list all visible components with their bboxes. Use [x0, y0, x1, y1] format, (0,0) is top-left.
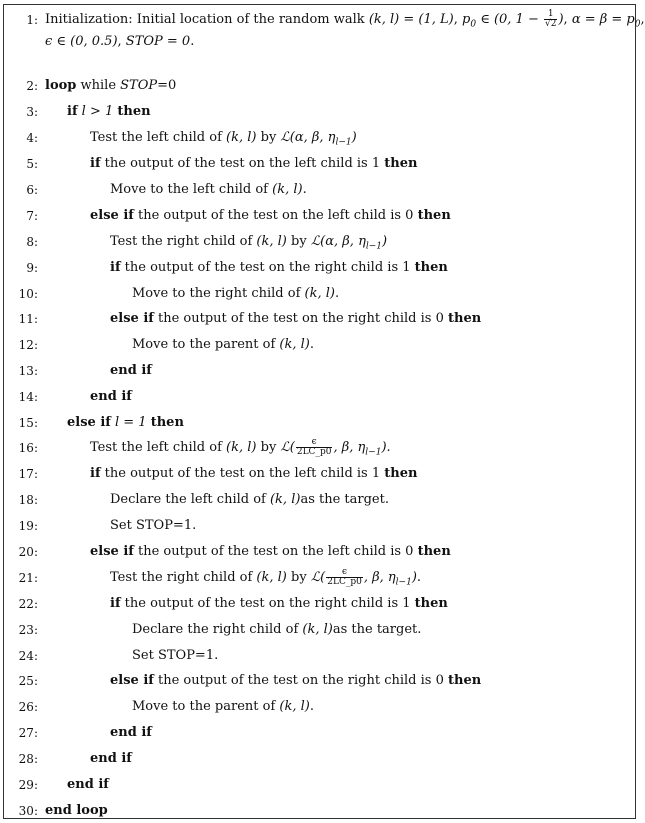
math-expression: , β, η	[333, 440, 366, 455]
algorithm-line	[4, 386, 635, 408]
text-segment: the output of the test on the right child is 0	[153, 673, 448, 688]
fraction-denominator: 2LC_p0	[296, 447, 332, 457]
line-number: 29 :	[4, 774, 38, 796]
line-code	[110, 515, 196, 537]
subscript: l−1	[365, 447, 382, 458]
algorithm-line	[4, 800, 635, 822]
algorithm-line	[4, 31, 635, 53]
keyword: end loop	[45, 803, 108, 818]
line-number: 18 :	[4, 489, 38, 511]
text-segment: Test the right child of	[110, 570, 257, 585]
text-segment: =0	[157, 78, 177, 93]
line-number: 17 :	[4, 463, 38, 485]
math-expression: ℒ(	[310, 570, 326, 585]
text-segment: .	[309, 337, 314, 352]
line-code	[67, 774, 109, 796]
fraction	[326, 568, 363, 587]
text-segment: .	[302, 182, 307, 197]
keyword: if	[67, 104, 78, 119]
algorithm-line	[4, 722, 635, 744]
math-expression: α = β = p	[571, 12, 635, 27]
line-code	[90, 127, 357, 154]
subscript: 0	[634, 19, 641, 30]
keyword: end if	[90, 389, 132, 404]
math-expression: (k, l)	[256, 570, 287, 585]
algorithm-line	[4, 153, 635, 175]
text-segment: .	[190, 34, 195, 49]
algorithm-line	[4, 412, 635, 434]
algorithm-line	[4, 101, 635, 123]
text-segment: while	[76, 78, 121, 93]
algorithm-line	[4, 515, 635, 537]
line-number: 14 :	[4, 386, 38, 408]
math-expression: , β, η	[363, 570, 396, 585]
math-expression: (k, l)	[256, 234, 287, 249]
line-number: 16 :	[4, 437, 38, 459]
text-segment: .	[309, 699, 314, 714]
keyword: end if	[67, 777, 109, 792]
line-number: 20 :	[4, 541, 38, 563]
algorithm-line	[4, 308, 635, 330]
line-code	[132, 619, 421, 641]
text-segment: Set STOP=1.	[132, 648, 219, 663]
algorithm-line	[4, 489, 635, 511]
keyword: else if	[67, 415, 111, 430]
algorithm-line	[4, 205, 635, 227]
line-code	[110, 670, 481, 692]
subscript: l−1	[335, 137, 352, 148]
math-expression: (k, l)	[272, 182, 303, 197]
text-segment: the output of the test on the right child is 1	[120, 596, 415, 611]
math-expression: )	[558, 12, 564, 27]
line-code	[110, 179, 307, 201]
math-expression: (k, l)	[226, 440, 257, 455]
math-expression: (k, l)	[279, 699, 310, 714]
keyword: else if	[110, 311, 154, 326]
text-segment: .	[334, 286, 340, 301]
line-code	[132, 696, 314, 718]
algorithm-line	[4, 593, 635, 615]
algorithm-line	[4, 283, 635, 305]
line-code	[90, 748, 132, 770]
text-segment: as the target.	[332, 622, 422, 637]
line-code	[110, 308, 481, 330]
text-segment: Set STOP=1.	[110, 518, 197, 533]
algorithm-line	[4, 75, 635, 97]
math-expression: STOP	[120, 78, 158, 93]
algorithm-line	[4, 360, 635, 382]
line-code	[90, 463, 417, 485]
line-code	[110, 257, 448, 279]
text-segment: Declare the left child of	[110, 492, 270, 507]
line-number: 22 :	[4, 593, 38, 615]
subscript: l−1	[365, 241, 383, 252]
algorithm-line	[4, 257, 635, 279]
keyword: else if	[110, 673, 154, 688]
text-segment: ,	[117, 34, 126, 49]
line-number: 8 :	[4, 231, 38, 253]
math-expression: )	[351, 130, 357, 145]
math-expression: (k, l)	[279, 337, 310, 352]
line-code	[67, 412, 184, 434]
math-expression: ∈ (0, 1 −	[476, 12, 543, 27]
math-expression: (k, l)	[304, 286, 335, 301]
text-segment: Test the left child of	[90, 440, 227, 455]
keyword: then	[448, 311, 482, 326]
line-code	[90, 541, 451, 563]
line-number: 12 :	[4, 334, 38, 356]
line-number: 1 :	[4, 9, 38, 31]
math-expression: )	[382, 234, 388, 249]
line-code	[90, 437, 391, 464]
line-code	[110, 231, 387, 258]
text-segment: ,	[640, 12, 645, 27]
line-code	[45, 31, 194, 53]
keyword: then	[384, 156, 418, 171]
line-code	[67, 101, 151, 123]
line-number: 7 :	[4, 205, 38, 227]
line-number: 10 :	[4, 283, 38, 305]
algorithm-line	[4, 231, 635, 253]
fraction-numerator: ϵ	[326, 568, 363, 578]
line-number: 5 :	[4, 153, 38, 175]
line-number: 2 :	[4, 75, 38, 97]
text-segment: Move to the left child of	[110, 182, 273, 197]
fraction	[296, 438, 333, 457]
math-expression: (k, l)	[269, 492, 301, 507]
text-segment: by	[256, 130, 281, 145]
keyword: then	[414, 260, 448, 275]
line-number: 30 :	[4, 800, 38, 822]
keyword: then	[448, 673, 482, 688]
algorithm-line	[4, 463, 635, 485]
text-segment: the output of the test on the right child is 0	[153, 311, 448, 326]
keyword: then	[384, 466, 418, 481]
fraction-denominator: 2LC_p0	[327, 577, 362, 587]
math-expression: ℒ(α, β, η	[280, 130, 336, 145]
keyword: then	[417, 544, 451, 559]
math-expression: (k, l)	[226, 130, 257, 145]
math-expression: l > 1	[77, 104, 118, 119]
algorithm-line	[4, 334, 635, 356]
line-code	[90, 386, 132, 408]
subscript: l−1	[395, 577, 412, 588]
line-code	[110, 360, 152, 382]
math-expression: (k, l)	[302, 622, 333, 637]
line-code	[132, 645, 218, 667]
line-number: 4 :	[4, 127, 38, 149]
line-code	[45, 800, 108, 822]
text-segment: Test the right child of	[110, 234, 257, 249]
algorithm-line	[4, 127, 635, 149]
line-code	[110, 722, 152, 744]
fraction-numerator: 1	[544, 10, 557, 20]
math-expression: l = 1	[110, 415, 151, 430]
line-number: 27 :	[4, 722, 38, 744]
text-segment: Initialization: Initial location of the random walk	[45, 12, 369, 27]
text-segment: ,	[563, 12, 572, 27]
text-segment: by	[256, 440, 281, 455]
text-segment: the output of the test on the left child is 1	[100, 156, 385, 171]
line-number: 15 :	[4, 412, 38, 434]
keyword: end if	[110, 363, 152, 378]
text-segment: Move to the parent of	[132, 337, 280, 352]
text-segment: Move to the right child of	[132, 286, 305, 301]
text-segment: the output of the test on the left child is 1	[100, 466, 385, 481]
text-segment: as the target.	[300, 492, 389, 507]
math-expression: STOP = 0	[125, 34, 191, 49]
algorithm-line	[4, 670, 635, 692]
math-expression: (k, l) = (1, L)	[368, 12, 454, 27]
line-number: 23 :	[4, 619, 38, 641]
keyword: then	[414, 596, 448, 611]
keyword: else if	[90, 208, 134, 223]
keyword: loop	[45, 78, 77, 93]
algorithm-line	[4, 9, 645, 31]
algorithm-line	[4, 437, 635, 459]
keyword: else if	[90, 544, 134, 559]
math-expression: ).	[411, 570, 422, 585]
keyword: if	[110, 260, 121, 275]
text-segment: the output of the test on the right child is 1	[120, 260, 415, 275]
math-expression: ).	[381, 440, 391, 455]
math-expression: ϵ ∈ (0, 0.5)	[45, 34, 118, 49]
keyword: end if	[110, 725, 152, 740]
math-expression: ℒ(	[280, 440, 295, 455]
algorithm-line	[4, 645, 635, 667]
text-segment: by	[286, 570, 311, 585]
text-segment: the output of the test on the left child is 0	[133, 208, 418, 223]
line-code	[45, 75, 176, 97]
line-code	[90, 153, 417, 175]
keyword: end if	[90, 751, 132, 766]
algorithm-line	[4, 696, 635, 718]
fraction-denominator: √2	[545, 19, 557, 29]
keyword: if	[90, 156, 101, 171]
keyword: if	[90, 466, 101, 481]
line-number: 6 :	[4, 179, 38, 201]
fraction-numerator: ϵ	[296, 438, 333, 448]
line-number: 21 :	[4, 567, 38, 589]
line-code	[132, 283, 339, 305]
text-segment: by	[286, 234, 311, 249]
line-code	[110, 489, 389, 511]
text-segment: the output of the test on the left child is 0	[133, 544, 418, 559]
algorithm-line	[4, 179, 635, 201]
text-segment: Test the left child of	[90, 130, 227, 145]
text-segment: ,	[453, 12, 462, 27]
keyword: then	[417, 208, 451, 223]
line-number: 28 :	[4, 748, 38, 770]
line-number: 26 :	[4, 696, 38, 718]
line-number: 24 :	[4, 645, 38, 667]
keyword: then	[117, 104, 151, 119]
keyword: then	[150, 415, 184, 430]
algorithm-line	[4, 541, 635, 563]
line-number: 13 :	[4, 360, 38, 382]
algorithm-box	[3, 4, 645, 819]
math-expression: p	[462, 12, 471, 27]
fraction	[544, 10, 557, 29]
line-number: 3 :	[4, 101, 38, 123]
line-number: 11 :	[4, 308, 38, 330]
line-code	[132, 334, 314, 356]
line-number: 9 :	[4, 257, 38, 279]
text-segment: Move to the parent of	[132, 699, 280, 714]
subscript: 0	[470, 19, 477, 30]
algorithm-line	[4, 748, 635, 770]
algorithm-line	[4, 567, 635, 589]
line-code	[110, 567, 421, 594]
math-expression: ℒ(α, β, η	[310, 234, 366, 249]
line-number: 19 :	[4, 515, 38, 537]
line-number: 25 :	[4, 670, 38, 692]
line-code	[90, 205, 451, 227]
keyword: if	[110, 596, 121, 611]
text-segment: Declare the right child of	[132, 622, 303, 637]
algorithm-line	[4, 619, 635, 641]
algorithm-line	[4, 774, 635, 796]
line-code	[110, 593, 448, 615]
